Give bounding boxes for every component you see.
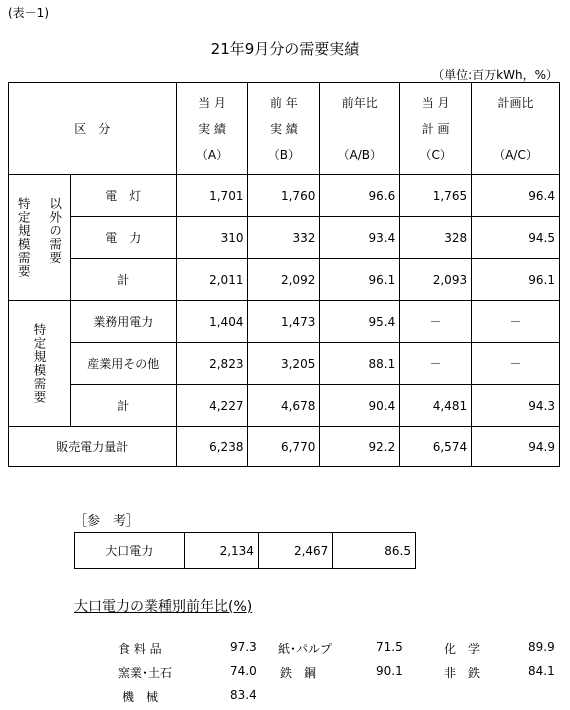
industry-value: 71.5 [376,640,403,654]
row-name: 電 力 [70,217,176,259]
industry-value: 74.0 [230,664,257,678]
industry-value: 97.3 [230,640,257,654]
industry-name: 食 料 品 [118,642,162,656]
cell-ab: 90.4 [320,385,400,427]
table-row [9,175,560,217]
cell-ac: 96.4 [472,175,560,217]
cell-b: 1,760 [248,175,320,217]
industry-value: 84.1 [528,664,555,678]
cell-a: 6,238 [176,427,248,467]
reference-table [74,532,416,569]
table-row [9,385,560,427]
header-prev-line1: 前 年 [269,95,298,110]
cell-b: 4,678 [248,385,320,427]
cell-ab: 88.1 [320,343,400,385]
reference-a: 2,134 [184,533,258,569]
reference-name: 大口電力 [75,533,185,569]
industry-name: 機 械 [122,690,159,704]
cell-b: 332 [248,217,320,259]
header-row [9,83,560,175]
cell-a: 2,823 [176,343,248,385]
cell-b: 2,092 [248,259,320,301]
table-row [9,301,560,343]
row-name: 計 [70,259,176,301]
header-ratio-ac-line2: （A/C） [493,147,538,162]
total-row [9,427,560,467]
reference-label: ［参 考］ [74,514,140,529]
group1-label [9,175,71,301]
cell-ac: 96.1 [472,259,560,301]
header-ratio-ac [472,83,560,175]
industry-name: 非 鉄 [444,666,481,680]
table-row [9,259,560,301]
cell-c: 6,574 [400,427,472,467]
cell-ab: 93.4 [320,217,400,259]
row-name: 産業用その他 [70,343,176,385]
header-ratio-ab [320,83,400,175]
industry-value: 90.1 [376,664,403,678]
reference-row [75,533,416,569]
cell-a: 4,227 [176,385,248,427]
cell-ac: 94.3 [472,385,560,427]
header-ratio-ab-line2: （A/B） [337,147,383,162]
table-row [9,343,560,385]
header-actual-line3: （A） [195,147,229,162]
cell-a: 1,404 [176,301,248,343]
header-plan-line1: 当 月 [421,95,450,110]
row-name: 計 [70,385,176,427]
table-label: (表－1) [8,6,49,20]
industry-name: 化 学 [444,642,481,656]
total-name: 販売電力量計 [9,427,177,467]
table-row [9,217,560,259]
group1-label-col2: 以外の需要 [47,197,63,265]
cell-b: 1,473 [248,301,320,343]
header-ratio-ac-line1: 計画比 [497,95,534,110]
industry-name: 鉄 鋼 [280,666,317,680]
cell-ab: 95.4 [320,301,400,343]
cell-a: 1,701 [176,175,248,217]
cell-b: 3,205 [248,343,320,385]
cell-c: － [400,343,472,385]
header-actual-line1: 当 月 [198,95,226,110]
header-plan-line2: 計 画 [421,121,450,136]
cell-c: － [400,301,472,343]
cell-c: 2,093 [400,259,472,301]
header-prev-line2: 実 績 [269,121,298,136]
row-name: 電 灯 [70,175,176,217]
unit-note: （単位:百万kWh，%） [432,68,558,82]
header-actual [176,83,248,175]
industry-name: 紙･パルプ [278,642,333,656]
cell-c: 328 [400,217,472,259]
group2-label [9,301,71,427]
industry-value: 83.4 [230,688,257,702]
header-prev-year [248,83,320,175]
group2-label-text: 特定規模需要 [31,323,47,404]
cell-ac: 94.5 [472,217,560,259]
cell-ab: 96.6 [320,175,400,217]
header-category: 区 分 [9,83,177,175]
group1-label-col1: 特定規模需要 [16,197,32,278]
industry-name: 窯業･土石 [118,666,173,680]
cell-a: 310 [176,217,248,259]
reference-ab: 86.5 [333,533,416,569]
cell-b: 6,770 [248,427,320,467]
cell-c: 1,765 [400,175,472,217]
cell-ac: － [472,343,560,385]
cell-a: 2,011 [176,259,248,301]
header-actual-line2: 実 績 [198,121,226,136]
cell-c: 4,481 [400,385,472,427]
industry-title: 大口電力の業種別前年比(%) [74,599,253,615]
page-title: 21年9月分の需要実績 [210,40,360,58]
demand-table [8,82,560,467]
cell-ab: 96.1 [320,259,400,301]
header-ratio-ab-line1: 前年比 [341,95,378,110]
header-plan-line3: （C） [419,147,452,162]
reference-b: 2,467 [258,533,332,569]
cell-ac: － [472,301,560,343]
header-plan [400,83,472,175]
header-prev-line3: （B） [267,147,301,162]
row-name: 業務用電力 [70,301,176,343]
cell-ab: 92.2 [320,427,400,467]
industry-value: 89.9 [528,640,555,654]
cell-ac: 94.9 [472,427,560,467]
